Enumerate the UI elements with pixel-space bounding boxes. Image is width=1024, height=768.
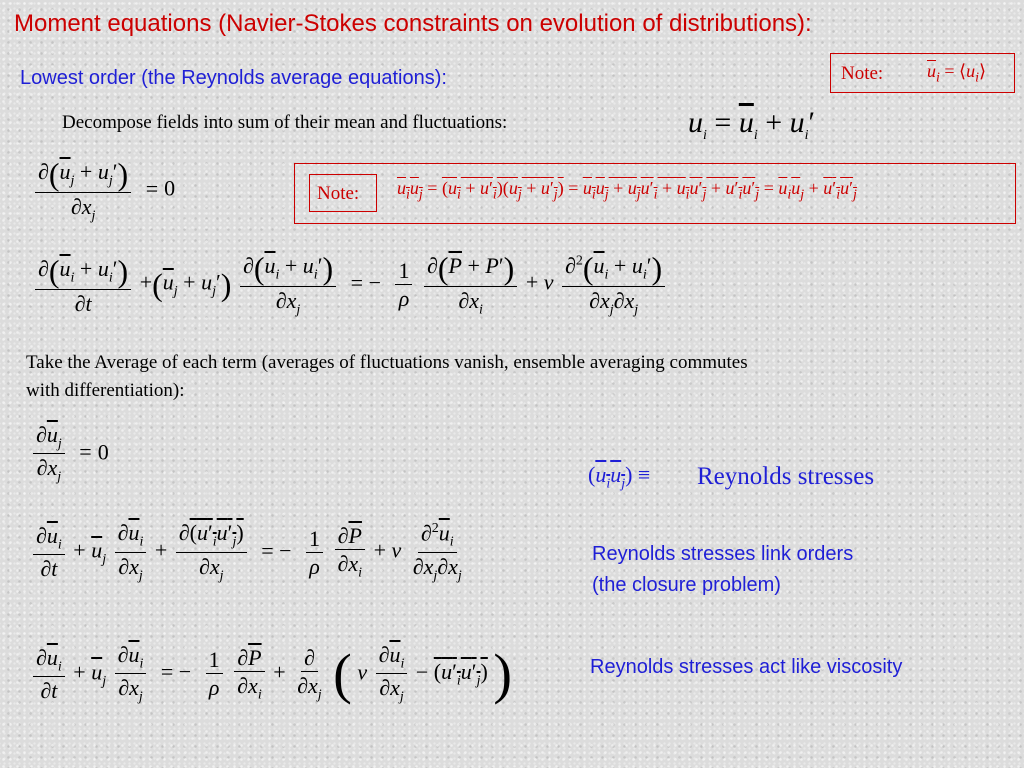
note-box-mean	[830, 53, 1015, 93]
link-orders-line1: Reynolds stresses link orders	[592, 543, 854, 565]
decompose-text: Decompose fields into sum of their mean and fluctuations:	[62, 112, 508, 133]
averaged-momentum-equation: $\frac{\partial\overline{u}_i}{\partial t}$ + $\overline{u}_j$ $\frac{\partial\overline{u}_i}{\partial x_j}$ + $\frac{\partial(u'_iu'_j)}{\partial x_j}$ = − $\frac{1}{\rho}$ $\frac{\partial\overline{P}}{\partial x_i}$ + ν $\frac{\partial^2\overline{u}_i}{\partial x_j\partial x_j}$	[30, 522, 468, 583]
note-box-product	[294, 163, 1016, 224]
slide-subtitle: Lowest order (the Reynolds average equations):	[20, 67, 447, 89]
average-text-line1: Take the Average of each term (averages of fluctuations vanish, ensemble averaging commutes	[26, 352, 748, 373]
viscosity-text: Reynolds stresses act like viscosity	[590, 656, 903, 678]
averaged-continuity-equation: $\frac{\partial\overline{u}_j}{\partial x_j}$ = 0	[30, 424, 109, 485]
average-text-line2: with differentiation):	[26, 380, 185, 401]
rearranged-momentum-equation: $\frac{\partial\overline{u}_i}{\partial t}$ + $\overline{u}_j$ $\frac{\partial\overline{u}_i}{\partial x_j}$ = − $\frac{1}{\rho}$ $\frac{\partial\overline{P}}{\partial x_i}$ + $\frac{\partial}{\partial x_j}$ ( ν $\frac{\partial\overline{u}_i}{\partial x_j}$ − $(u'_iu'_j)$ )	[30, 644, 512, 705]
note-label: Note:	[317, 183, 360, 204]
decomposition-equation: $u_i = \overline{u}_i + u_i'$	[688, 106, 816, 143]
slide-title: Moment equations (Navier-Stokes constraints on evolution of distributions):	[14, 10, 812, 37]
note-product-expansion: $u_iu_j = (u_i + u'_i)(u_j + u'_j) = u_iu_j + u_ju'_i + u_iu'_j + u'_iu'_j = \overline{u}_i\overline{u}_j + u'_iu'_j$	[397, 178, 857, 203]
momentum-equation: $\frac{\partial(\overline{u}_i + u_i')}{\partial t}$ $+(\overline{u}_j + u_j')$ $\frac{\partial(\overline{u}_i + u_i')}{\partial x_j}$ = − $\frac{1}{\rho}$ $\frac{\partial(\overline{P} + P')}{\partial x_i}$ + ν $\frac{\partial^2(\overline{u}_i + u_i')}{\partial x_j\partial x_j}$	[32, 252, 668, 317]
note-label: Note:	[841, 63, 884, 84]
continuity-equation: $\frac{\partial(\overline{u}_j + u_j')}{\partial x_j}$ = 0	[32, 158, 175, 223]
link-orders-line2: (the closure problem)	[592, 574, 781, 596]
reynolds-stresses-definition: $(u_iu_j)$ ≡	[588, 462, 651, 492]
reynolds-stresses-label: Reynolds stresses	[697, 463, 875, 490]
note-mean-equation: $\overline{u}_i$ = $⟨u_i⟩$	[927, 61, 986, 86]
